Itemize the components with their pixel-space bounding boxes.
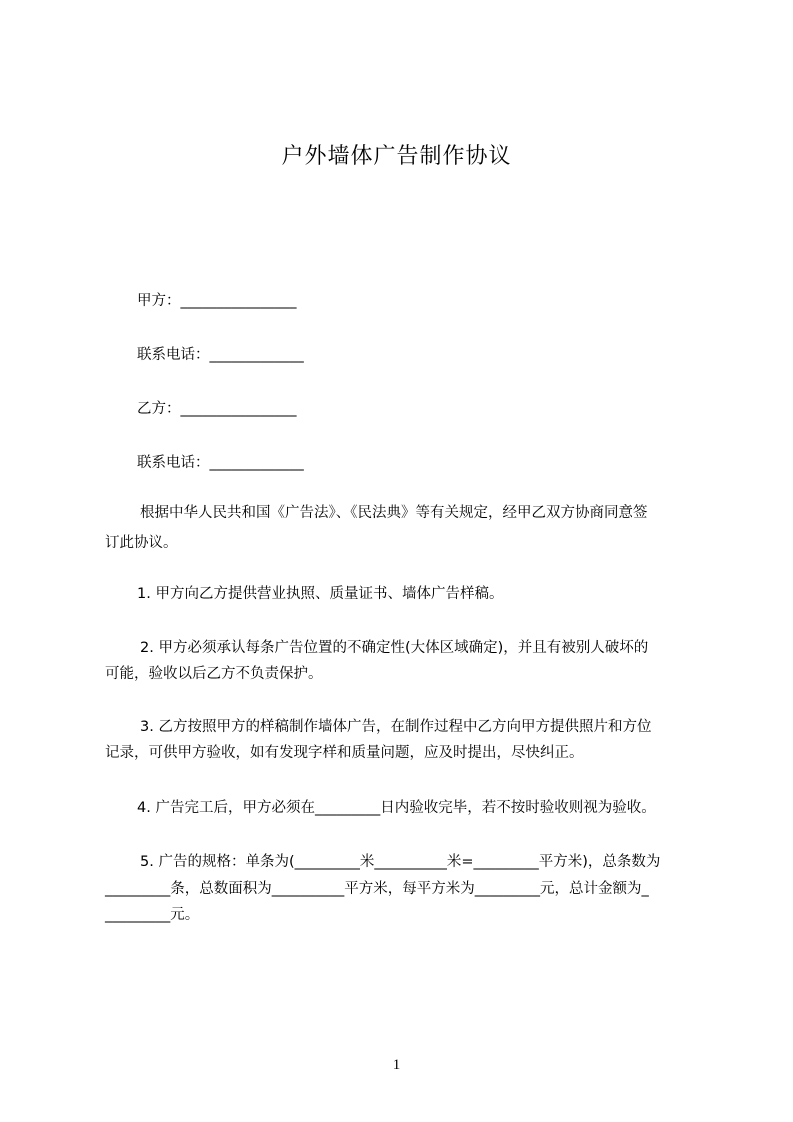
clause-1: 1. 甲方向乙方提供营业执照、质量证书、墙体广告样稿。 xyxy=(137,586,504,602)
intro-line-1: 根据中华人民共和国《广告法》、《民法典》等有关规定，经甲乙双方协商同意签 xyxy=(140,505,648,521)
party-a-line xyxy=(137,291,297,311)
phone-a-line xyxy=(137,345,304,365)
clause-5-line-1: 5. 广告的规格：单条为(_________米__________米=_________平方米)，总条数为 xyxy=(140,854,661,870)
phone-a-label: 联系电话： xyxy=(137,347,210,363)
clause-4: 4. 广告完工后，甲方必须在_________日内验收完毕，若不按时验收则视为验收。 xyxy=(137,800,656,816)
page-number: 1 xyxy=(392,1057,401,1073)
party-b-label: 乙方： xyxy=(137,401,181,417)
clause-5-line-3: _________元。 xyxy=(105,907,200,923)
party-a-label: 甲方： xyxy=(137,293,181,309)
phone-a-blank: _____________ xyxy=(209,347,304,363)
party-b-line xyxy=(137,399,297,419)
party-a-blank: ________________ xyxy=(180,293,297,309)
phone-b-label: 联系电话： xyxy=(137,455,210,471)
clause-2-line-1: 2. 甲方必须承认每条广告位置的不确定性(大体区域确定)，并且有被别人破坏的 xyxy=(140,640,649,656)
clause-2-line-2: 可能，验收以后乙方不负责保护。 xyxy=(105,666,323,682)
party-b-blank: ________________ xyxy=(180,401,297,417)
phone-b-line xyxy=(137,453,304,473)
phone-b-blank: _____________ xyxy=(209,455,304,471)
intro-line-2: 订此协议。 xyxy=(105,535,178,551)
clause-3-line-2: 记录，可供甲方验收，如有发现字样和质量问题，应及时提出，尽快纠正。 xyxy=(105,745,584,761)
clause-5-line-2: _________条，总数面积为__________平方米，每平方米为_________元，总计金额为_ xyxy=(105,881,649,897)
document-title: 户外墙体广告制作协议 xyxy=(281,144,512,169)
clause-3-line-1: 3. 乙方按照甲方的样稿制作墙体广告，在制作过程中乙方向甲方提供照片和方位 xyxy=(140,719,652,735)
